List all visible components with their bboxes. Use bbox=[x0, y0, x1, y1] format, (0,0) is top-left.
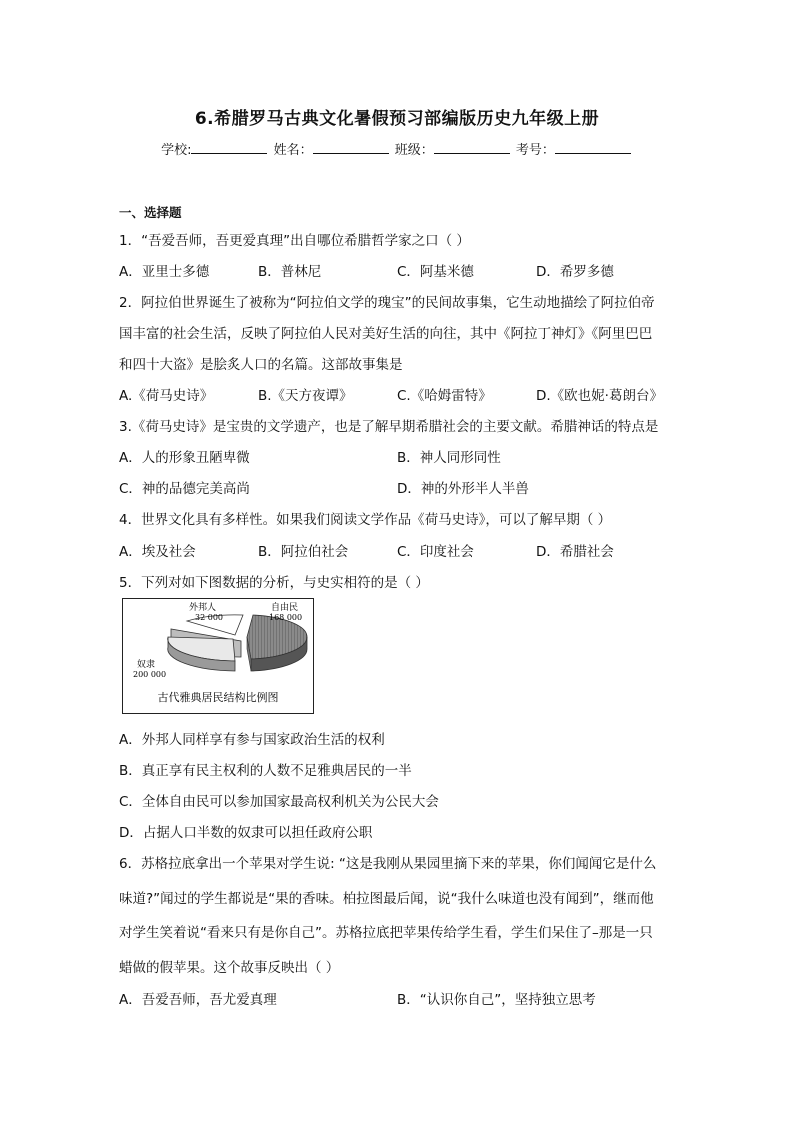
class-label: 班级： bbox=[394, 143, 434, 158]
q4-option-d[interactable]: D．希腊社会 bbox=[536, 544, 614, 560]
section-title: 一、选择题 bbox=[119, 205, 182, 220]
question-2-stem-line-3: 和四十大盗》是脍炙人口的名篇。这部故事集是 bbox=[119, 357, 403, 373]
question-6-stem-line-2: 味道?”闻过的学生都说是“果的香味。柏拉图最后闻，说“我什么味道也没有闻到”，继而他 bbox=[119, 891, 654, 907]
school-label: 学校: bbox=[161, 143, 192, 158]
q1-option-a[interactable]: A．亚里士多德 bbox=[119, 264, 210, 280]
foreigner-value: 32 000 bbox=[195, 613, 223, 622]
free-citizen-value: 168 000 bbox=[269, 613, 303, 622]
free-citizen-label: 自由民 bbox=[271, 603, 299, 613]
slave-value: 200 000 bbox=[133, 670, 167, 679]
q3-option-b[interactable]: B．神人同形同性 bbox=[397, 450, 501, 466]
name-blank[interactable] bbox=[313, 141, 389, 154]
page-title: 6.希腊罗马古典文化暑假预习部编版历史九年级上册 bbox=[194, 109, 600, 129]
exam-number-label: 考号： bbox=[515, 143, 555, 158]
student-info-line bbox=[0, 139, 794, 158]
q2-option-d[interactable]: D.《欧也妮·葛朗台》 bbox=[536, 388, 663, 404]
question-6-stem-line-1: 6．苏格拉底拿出一个苹果对学生说: “这是我刚从果园里摘下来的苹果，你们闻闻它是什么 bbox=[119, 856, 657, 872]
exam-number-blank[interactable] bbox=[555, 141, 631, 154]
q1-option-c[interactable]: C．阿基米德 bbox=[397, 264, 474, 280]
q5-option-d[interactable]: D．占据人口半数的奴隶可以担任政府公职 bbox=[119, 825, 373, 841]
q2-option-c[interactable]: C.《哈姆雷特》 bbox=[397, 388, 492, 404]
population-pie-figure bbox=[122, 598, 314, 714]
pie-chart-graphic bbox=[123, 599, 313, 713]
q3-option-d[interactable]: D．神的外形半人半兽 bbox=[397, 481, 529, 497]
q3-option-a[interactable]: A．人的形象丑陋卑微 bbox=[119, 450, 250, 466]
slave-label: 奴隶 bbox=[137, 660, 156, 670]
school-blank[interactable] bbox=[191, 141, 267, 154]
q2-option-b[interactable]: B.《天方夜谭》 bbox=[258, 388, 353, 404]
foreigner-label: 外邦人 bbox=[189, 603, 217, 613]
q3-option-c[interactable]: C．神的品德完美高尚 bbox=[119, 481, 250, 497]
question-3-stem: 3.《荷马史诗》是宝贵的文学遗产，也是了解早期希腊社会的主要文献。希腊神话的特点是 bbox=[119, 419, 659, 435]
figure-caption: 古代雅典居民结构比例图 bbox=[157, 691, 279, 704]
q5-option-b[interactable]: B．真正享有民主权利的人数不足雅典居民的一半 bbox=[119, 763, 412, 779]
question-2-stem-line-2: 国丰富的社会生活，反映了阿拉伯人民对美好生活的向往，其中《阿拉丁神灯》《阿里巴巴 bbox=[119, 326, 653, 342]
q5-option-a[interactable]: A．外邦人同样享有参与国家政治生活的权利 bbox=[119, 732, 385, 748]
q6-option-a[interactable]: A．吾爱吾师，吾尤爱真理 bbox=[119, 992, 277, 1008]
q4-option-b[interactable]: B．阿拉伯社会 bbox=[258, 544, 349, 560]
question-6-stem-line-4: 蜡做的假苹果。这个故事反映出（ ） bbox=[119, 960, 340, 976]
q6-option-b[interactable]: B．“认识你自己”，坚持独立思考 bbox=[397, 992, 596, 1008]
question-4-stem: 4．世界文化具有多样性。如果我们阅读文学作品《荷马史诗》，可以了解早期（ ） bbox=[119, 512, 612, 528]
question-5-stem: 5．下列对如下图数据的分析，与史实相符的是（ ） bbox=[119, 575, 429, 591]
q4-option-c[interactable]: C．印度社会 bbox=[397, 544, 474, 560]
class-blank[interactable] bbox=[434, 141, 510, 154]
q1-option-d[interactable]: D．希罗多德 bbox=[536, 264, 614, 280]
q2-option-a[interactable]: A.《荷马史诗》 bbox=[119, 388, 214, 404]
question-2-stem-line-1: 2．阿拉伯世界诞生了被称为“阿拉伯文学的瑰宝”的民间故事集，它生动地描绘了阿拉伯帝 bbox=[119, 295, 655, 311]
question-1-stem: 1．“吾爱吾师，吾更爱真理”出自哪位希腊哲学家之口（ ） bbox=[119, 233, 470, 249]
question-6-stem-line-3: 对学生笑着说“看来只有是你自己”。苏格拉底把苹果传给学生看，学生们呆住了–那是一只 bbox=[119, 925, 653, 941]
q5-option-c[interactable]: C．全体自由民可以参加国家最高权利机关为公民大会 bbox=[119, 794, 439, 810]
q4-option-a[interactable]: A．埃及社会 bbox=[119, 544, 196, 560]
name-label: 姓名： bbox=[273, 143, 313, 158]
q1-option-b[interactable]: B．普林尼 bbox=[258, 264, 322, 280]
